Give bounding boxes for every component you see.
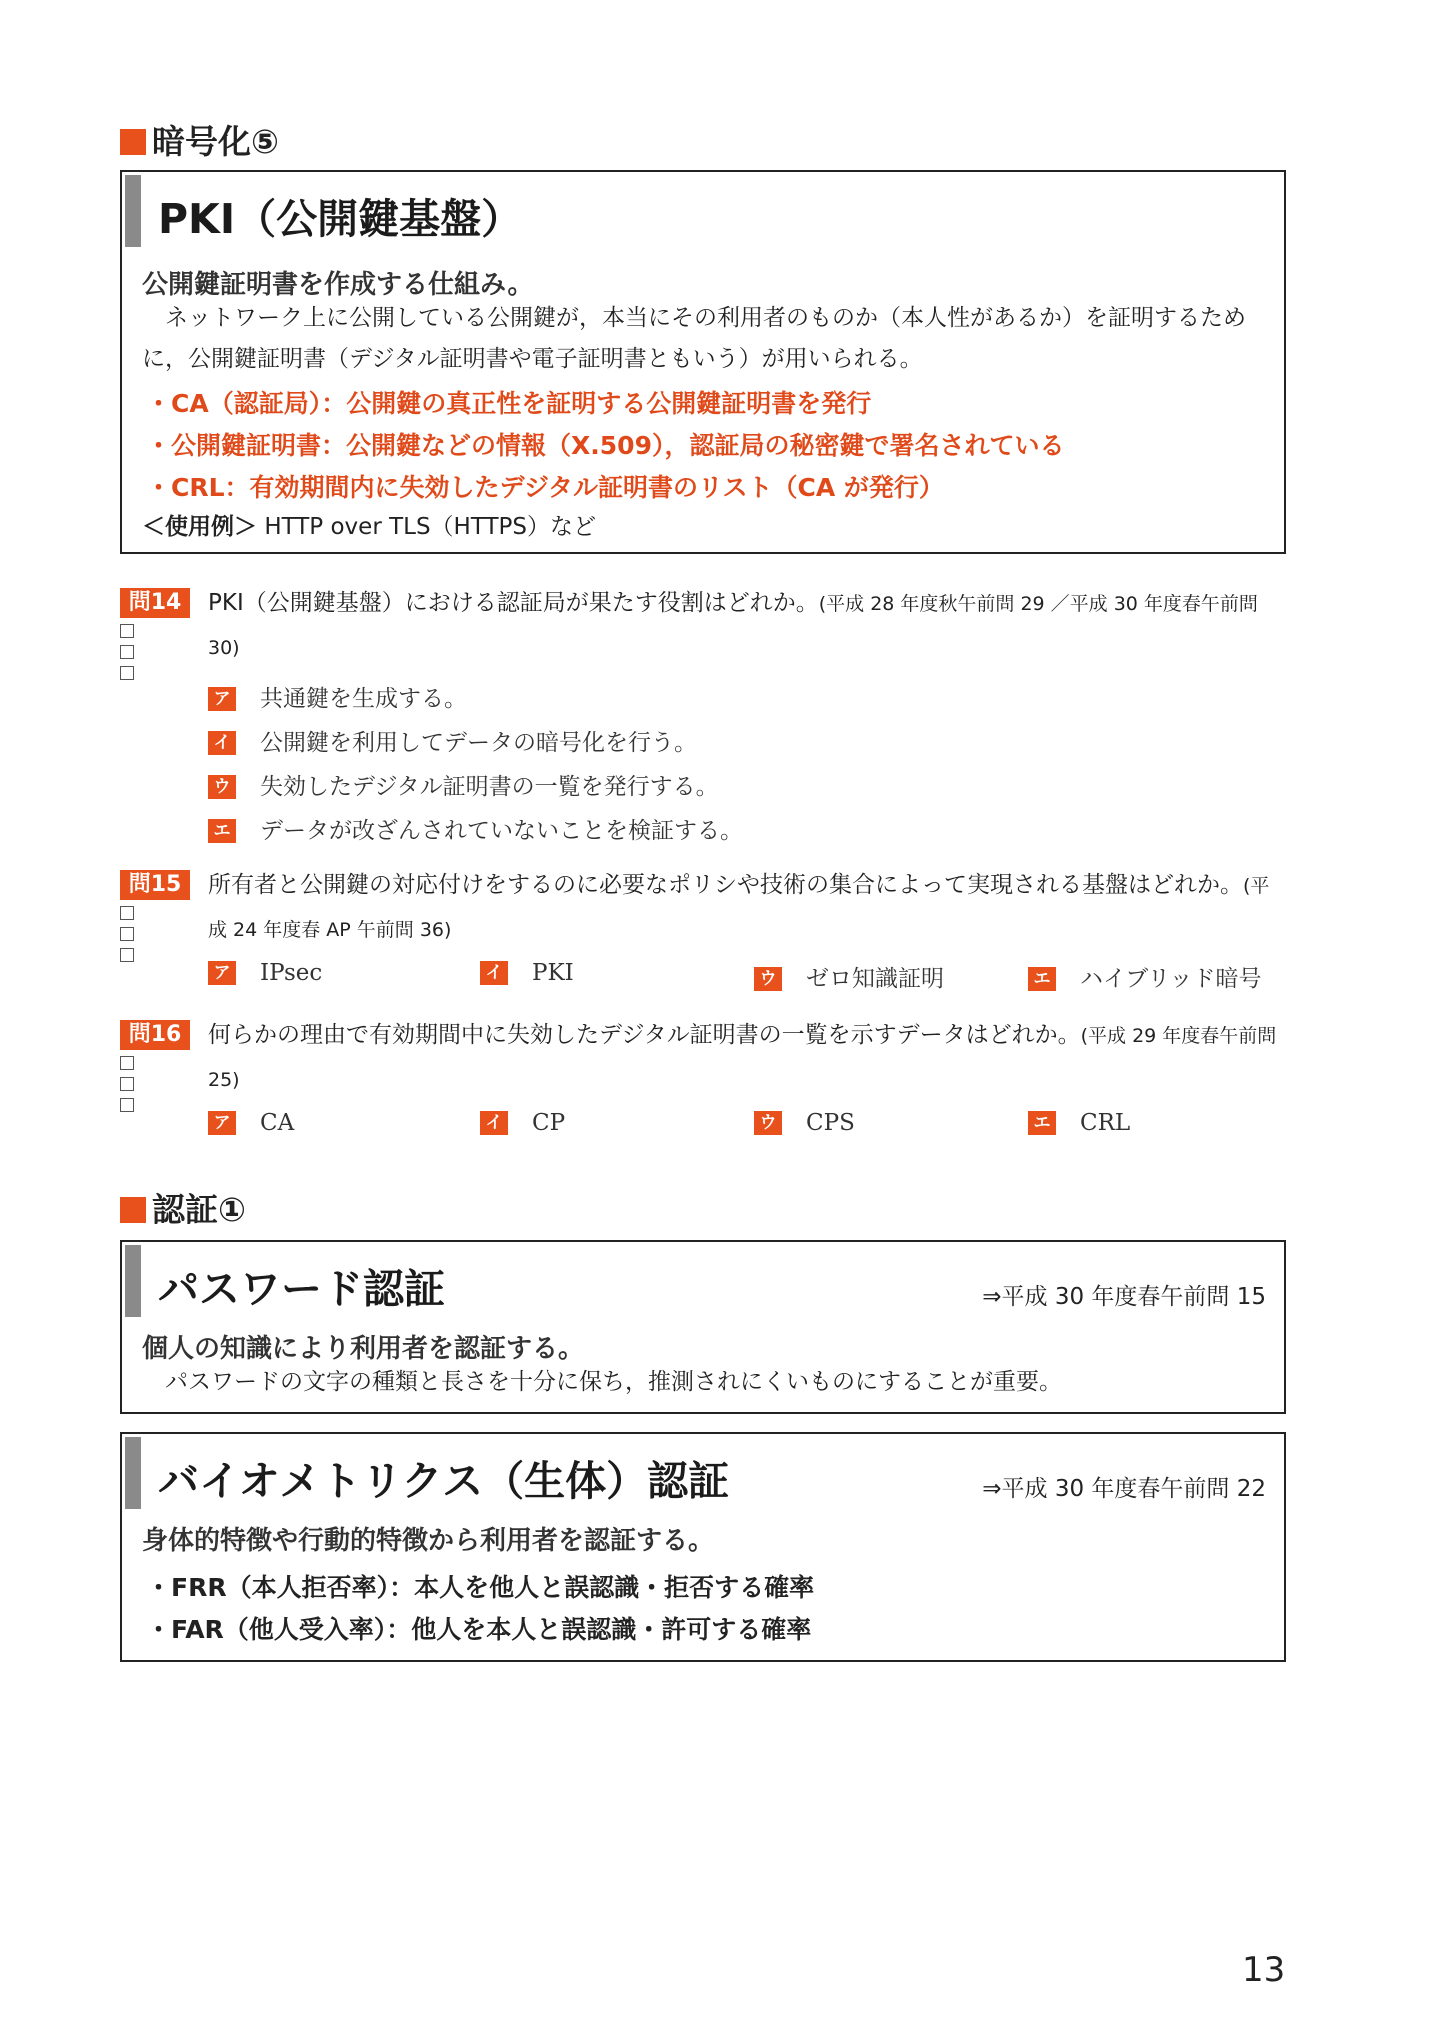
- choice-i: [480, 1110, 565, 1136]
- choice-u: [754, 1110, 855, 1136]
- choice-mark: ア: [208, 961, 236, 985]
- checkbox[interactable]: [120, 948, 134, 962]
- pki-bullet-cert: ・公開鍵証明書：公開鍵などの情報（X.509），認証局の秘密鍵で署名されている: [146, 431, 1065, 460]
- biometrics-bullet-far: ・FAR（他人受入率）：他人を本人と誤認識・許可する確率: [146, 1615, 812, 1644]
- pki-title: PKI（公開鍵基盤）: [158, 195, 523, 243]
- section-heading-encryption: [120, 116, 279, 163]
- password-ref: ⇒平成 30 年度春午前問 15: [982, 1284, 1266, 1310]
- choice-text: ゼロ知識証明: [806, 966, 944, 992]
- choice-text: CPS: [806, 1110, 855, 1136]
- checkboxes[interactable]: [120, 624, 134, 687]
- section-heading-authentication: [120, 1184, 246, 1231]
- example-text: HTTP over TLS（HTTPS）など: [264, 514, 597, 540]
- choice-mark: エ: [1028, 967, 1056, 991]
- question-source: (平成 24 年度春 AP 午前問 36): [208, 875, 1270, 941]
- checkboxes[interactable]: [120, 906, 134, 969]
- choice-text: 共通鍵を生成する。: [260, 686, 467, 712]
- pki-box: [120, 170, 1286, 554]
- question-body: 何らかの理由で有効期間中に失効したデジタル証明書の一覧を示すデータはどれか。: [208, 1022, 1081, 1048]
- section-heading-text: 認証①: [152, 1190, 246, 1229]
- question-text: [208, 864, 1286, 952]
- biometrics-bullet-frr: ・FRR（本人拒否率）：本人を他人と誤認識・拒否する確率: [146, 1573, 815, 1602]
- password-subtitle: 個人の知識により利用者を認証する。: [142, 1334, 585, 1364]
- choice-mark: ウ: [208, 775, 236, 799]
- pki-body: ネットワーク上に公開している公開鍵が，本当にその利用者のものか（本人性があるか）を証明するために，公開鍵証明書（デジタル証明書や電子証明書ともいう）が用いられる。: [142, 305, 1246, 372]
- title-bar-marker: [125, 1245, 141, 1317]
- choice-mark: イ: [480, 1111, 508, 1135]
- choice-mark: ウ: [754, 1111, 782, 1135]
- checkbox[interactable]: [120, 1077, 134, 1091]
- checkbox[interactable]: [120, 1056, 134, 1070]
- choice-mark: エ: [1028, 1111, 1056, 1135]
- choice-text: CA: [260, 1110, 295, 1136]
- choice-e: [208, 812, 743, 845]
- question-label: 問14: [120, 588, 190, 618]
- checkboxes[interactable]: [120, 1056, 134, 1119]
- choice-u: [208, 768, 719, 801]
- pki-bullet-ca: ・CA（認証局）：公開鍵の真正性を証明する公開鍵証明書を発行: [146, 389, 872, 418]
- password-title: パスワード認証: [158, 1265, 445, 1313]
- choice-text: PKI: [532, 960, 574, 986]
- choice-e: [1028, 960, 1261, 993]
- page-number: 13: [1242, 1950, 1286, 1990]
- choice-mark: ウ: [754, 967, 782, 991]
- choice-text: IPsec: [260, 960, 323, 986]
- choice-text: CRL: [1080, 1110, 1131, 1136]
- choice-a: [208, 680, 467, 713]
- choice-text: ハイブリッド暗号: [1080, 966, 1262, 992]
- choice-mark: イ: [208, 731, 236, 755]
- orange-square-icon: [120, 1197, 146, 1223]
- question-text: [208, 1014, 1286, 1102]
- checkbox[interactable]: [120, 927, 134, 941]
- example-label: ＜使用例＞: [142, 514, 257, 540]
- choice-a: [208, 960, 322, 986]
- choice-text: 公開鍵を利用してデータの暗号化を行う。: [260, 730, 697, 756]
- biometrics-title: バイオメトリクス（生体）認証: [158, 1457, 730, 1505]
- choice-i: [208, 724, 697, 757]
- question-source: (平成 29 年度春午前問 25): [208, 1025, 1277, 1091]
- biometrics-auth-box: [120, 1432, 1286, 1662]
- biometrics-subtitle: 身体的特徴や行動的特徴から利用者を認証する。: [142, 1526, 715, 1556]
- checkbox[interactable]: [120, 645, 134, 659]
- password-auth-box: [120, 1240, 1286, 1414]
- choice-mark: イ: [480, 961, 508, 985]
- choice-mark: エ: [208, 819, 236, 843]
- checkbox[interactable]: [120, 624, 134, 638]
- choice-text: CP: [532, 1110, 566, 1136]
- choice-u: [754, 960, 944, 993]
- choice-a: [208, 1110, 294, 1136]
- choice-e: [1028, 1110, 1130, 1136]
- question-body: PKI（公開鍵基盤）における認証局が果たす役割はどれか。: [208, 590, 819, 616]
- checkbox[interactable]: [120, 1098, 134, 1112]
- password-body: パスワードの文字の種類と長さを十分に保ち，推測されにくいものにすることが重要。: [165, 1369, 1062, 1395]
- section-heading-text: 暗号化⑤: [152, 122, 279, 161]
- pki-example: [142, 508, 596, 541]
- pki-subtitle: 公開鍵証明書を作成する仕組み。: [142, 270, 534, 300]
- pki-bullet-crl: ・CRL：有効期間内に失効したデジタル証明書のリスト（CA が発行）: [146, 473, 944, 502]
- choice-mark: ア: [208, 1111, 236, 1135]
- choice-mark: ア: [208, 687, 236, 711]
- title-bar-marker: [125, 175, 141, 247]
- biometrics-ref: ⇒平成 30 年度春午前問 22: [982, 1476, 1266, 1502]
- question-body: 所有者と公開鍵の対応付けをするのに必要なポリシや技術の集合によって実現される基盤はどれか。: [208, 872, 1243, 898]
- question-label: 問16: [120, 1020, 190, 1050]
- checkbox[interactable]: [120, 666, 134, 680]
- checkbox[interactable]: [120, 906, 134, 920]
- question-text: [208, 582, 1286, 670]
- choice-i: [480, 960, 574, 986]
- choice-text: 失効したデジタル証明書の一覧を発行する。: [260, 774, 719, 800]
- choice-text: データが改ざんされていないことを検証する。: [260, 818, 743, 844]
- title-bar-marker: [125, 1437, 141, 1509]
- question-source: (平成 28 年度秋午前問 29 ／平成 30 年度春午前問 30): [208, 593, 1258, 659]
- question-label: 問15: [120, 870, 190, 900]
- orange-square-icon: [120, 129, 146, 155]
